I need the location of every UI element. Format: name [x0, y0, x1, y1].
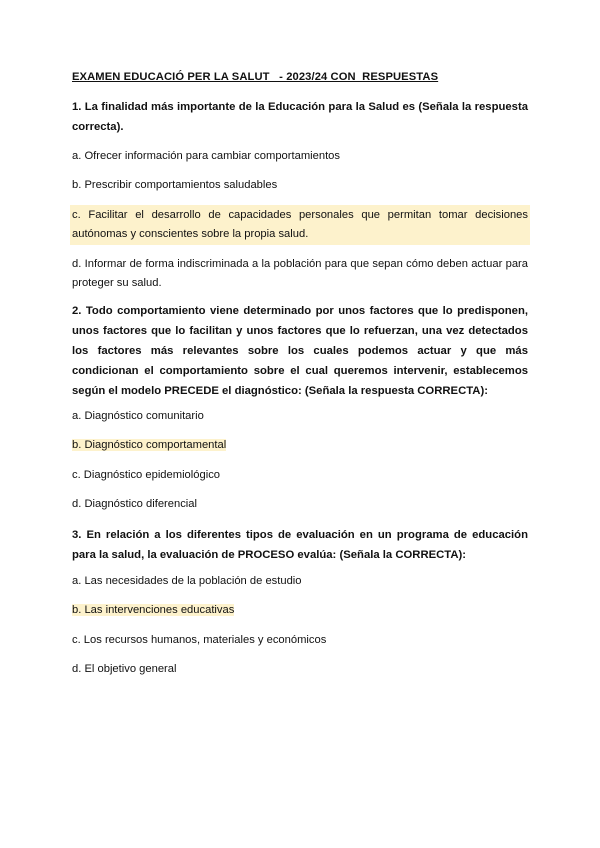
- q1-option-a: a. Ofrecer información para cambiar comportamientos: [72, 150, 340, 162]
- q2-answer-highlight: b. Diagnóstico comportamental: [72, 439, 227, 451]
- q3-option-d: d. El objetivo general: [72, 663, 177, 675]
- q3-answer-highlight: b. Las intervenciones educativas: [72, 604, 235, 616]
- exam-title: EXAMEN EDUCACIÓ PER LA SALUT - 2023/24 CON RESPUESTAS: [72, 71, 439, 83]
- q3-option-c: c. Los recursos humanos, materiales y económicos: [72, 634, 327, 646]
- q1-option-b: b. Prescribir comportamientos saludables: [72, 179, 278, 191]
- q1-option-c-correct: c. Facilitar el desarrollo de capacidades personales que permitan tomar decisiones autónomas y conscientes sobre la propia salud.: [72, 209, 528, 240]
- q3-option-b-correct: [72, 601, 234, 620]
- q2-option-d: d. Diagnóstico diferencial: [72, 498, 197, 510]
- question-2: 2. Todo comportamiento viene determinado por unos factores que lo predisponen, unos factores que lo facilitan y unos factores que lo refuerzan, una vez detectados los factores más relevantes sobre los cuales podemos actuar y que más condicionan el comportamiento sobre el cual queremos intervenir, establecemos según el modelo PRECEDE el diagnóstico: (Señala la respuesta CORRECTA):: [72, 305, 528, 397]
- question-3: 3. En relación a los diferentes tipos de evaluación en un programa de educación para la salud, la evaluación de PROCESO evalúa: (Señala la CORRECTA):: [72, 529, 528, 561]
- q2-option-a: a. Diagnóstico comunitario: [72, 410, 204, 422]
- q2-option-c: c. Diagnóstico epidemiológico: [72, 469, 221, 481]
- question-1: 1. La finalidad más importante de la Educación para la Salud es (Señala la respuesta correcta).: [72, 101, 528, 133]
- q2-option-b-correct: [72, 436, 226, 455]
- q1-option-d: d. Informar de forma indiscriminada a la población para que sepan cómo deben actuar para proteger su salud.: [72, 258, 528, 289]
- q3-option-a: a. Las necesidades de la población de estudio: [72, 575, 302, 587]
